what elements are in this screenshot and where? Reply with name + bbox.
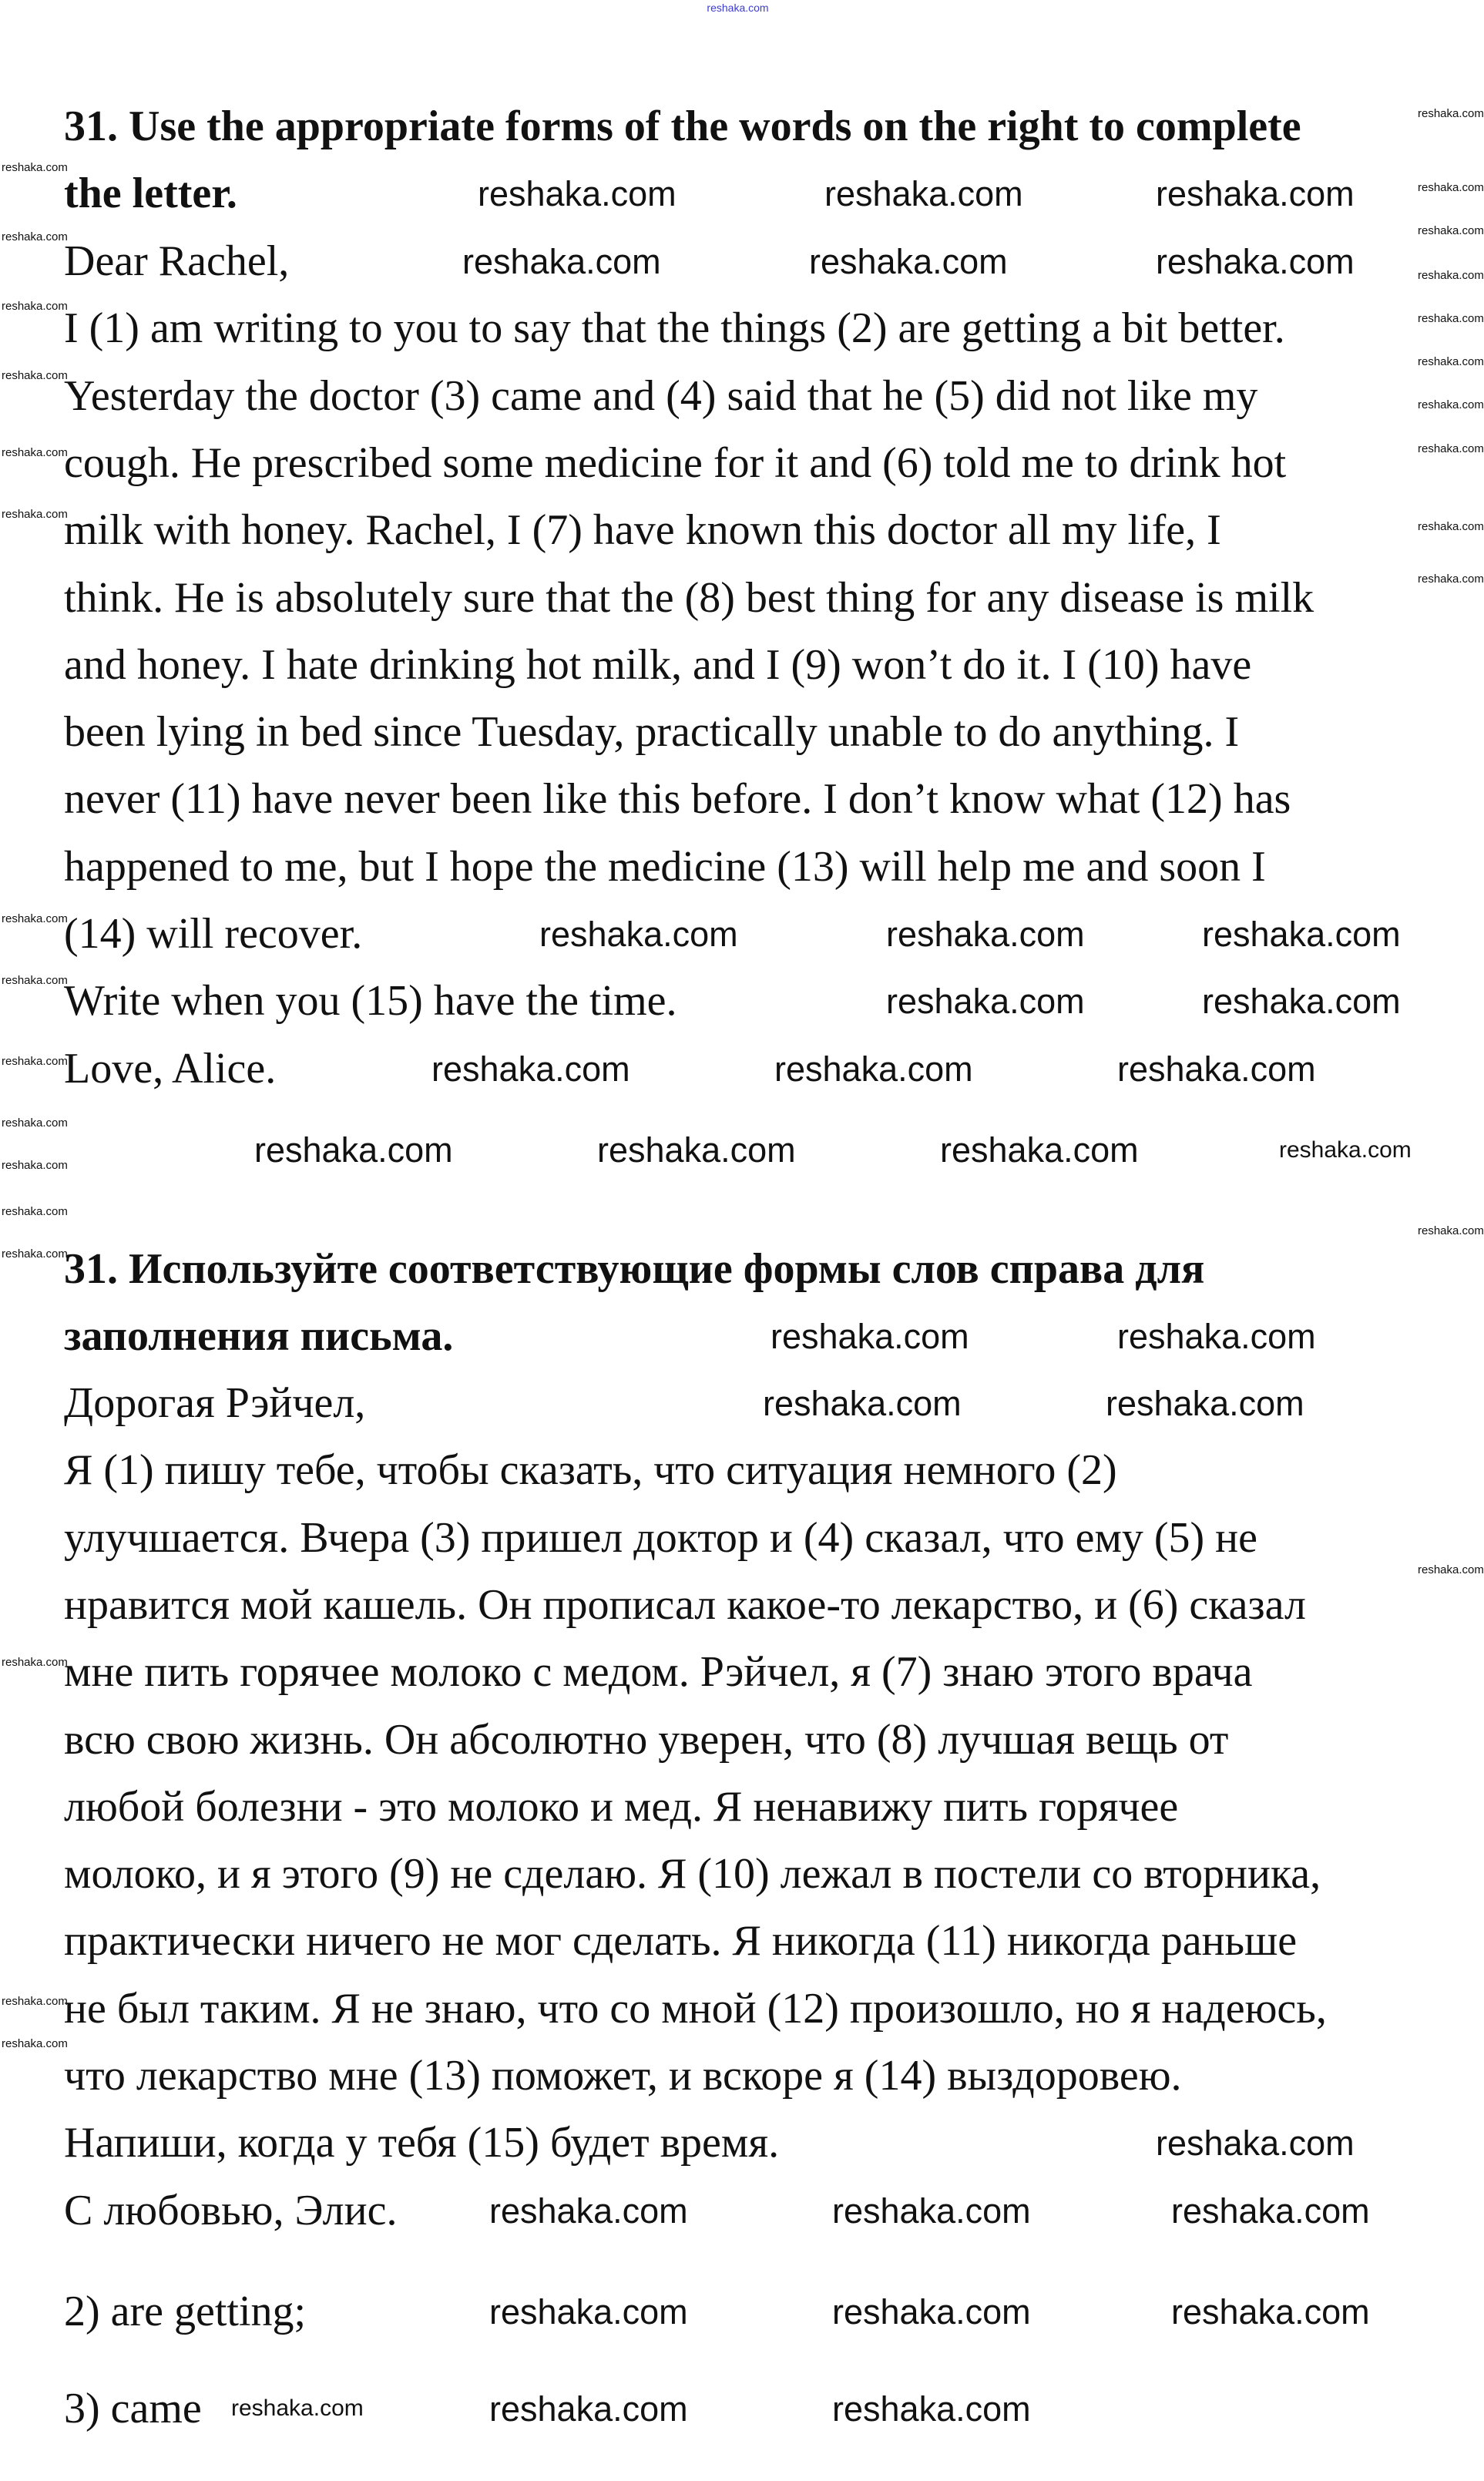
watermark: reshaka.com bbox=[1202, 982, 1401, 1021]
watermark: reshaka.com bbox=[431, 1049, 630, 1089]
watermark: reshaka.com bbox=[597, 1130, 796, 1170]
watermark: reshaka.com bbox=[1106, 1384, 1304, 1423]
english-title-line: the letter. bbox=[64, 170, 237, 217]
watermark: reshaka.com bbox=[489, 2389, 688, 2429]
russian-letter-line: улучшается. Вчера (3) пришел доктор и (4) сказал, что ему (5) не bbox=[64, 1513, 1257, 1562]
watermark: reshaka.com bbox=[1418, 312, 1484, 325]
watermark: reshaka.com bbox=[489, 2191, 688, 2231]
watermark: reshaka.com bbox=[2, 1995, 68, 2008]
russian-letter-line: что лекарство мне (13) поможет, и вскоре я (14) выздоровею. bbox=[64, 2052, 1182, 2100]
watermark: reshaka.com bbox=[2, 1205, 68, 1218]
watermark: reshaka.com bbox=[771, 1317, 969, 1356]
watermark: reshaka.com bbox=[2, 508, 68, 521]
english-title-line: 31. Use the appropriate forms of the words on the right to complete bbox=[64, 102, 1301, 150]
english-letter-line: Dear Rachel, bbox=[64, 237, 290, 285]
watermark: reshaka.com bbox=[2, 1159, 68, 1172]
watermark: reshaka.com bbox=[1117, 1049, 1316, 1089]
watermark: reshaka.com bbox=[1202, 915, 1401, 954]
watermark: reshaka.com bbox=[489, 2292, 688, 2332]
watermark: reshaka.com bbox=[231, 2395, 364, 2421]
watermark: reshaka.com bbox=[2, 230, 68, 243]
english-letter-line: Yesterday the doctor (3) came and (4) said that he (5) did not like my bbox=[64, 371, 1258, 420]
russian-title-line: 31. Используйте соответствующие формы слов справа для bbox=[64, 1245, 1205, 1293]
watermark: reshaka.com bbox=[1171, 2292, 1370, 2332]
watermark: reshaka.com bbox=[2, 446, 68, 459]
watermark: reshaka.com bbox=[1418, 442, 1484, 455]
watermark: reshaka.com bbox=[2, 161, 68, 174]
watermark: reshaka.com bbox=[832, 2292, 1031, 2332]
english-letter-line: Write when you (15) have the time. bbox=[64, 977, 677, 1026]
russian-letter-line: Напиши, когда у тебя (15) будет время. bbox=[64, 2119, 780, 2167]
watermark: reshaka.com bbox=[539, 915, 738, 954]
watermark: reshaka.com bbox=[2, 1116, 68, 1130]
watermark: reshaka.com bbox=[1418, 269, 1484, 282]
watermark: reshaka.com bbox=[1418, 1563, 1484, 1576]
watermark: reshaka.com bbox=[1418, 181, 1484, 194]
answer-3: 3) came bbox=[64, 2385, 202, 2432]
russian-title-line: заполнения письма. bbox=[64, 1312, 454, 1360]
russian-letter-line: молоко, и я этого (9) не сделаю. Я (10) лежал в постели со вторника, bbox=[64, 1850, 1321, 1899]
english-letter-line: happened to me, but I hope the medicine (13) will help me and soon I bbox=[64, 842, 1266, 891]
english-letter-line: and honey. I hate drinking hot milk, and I (9) won’t do it. I (10) have bbox=[64, 640, 1252, 689]
english-letter-line: been lying in bed since Tuesday, practically unable to do anything. I bbox=[64, 708, 1240, 757]
english-letter-line: I (1) am writing to you to say that the things (2) are getting a bit better. bbox=[64, 304, 1285, 353]
russian-letter-line: нравится мой кашель. Он прописал какое-то лекарство, и (6) сказал bbox=[64, 1580, 1306, 1629]
watermark: reshaka.com bbox=[1156, 2123, 1355, 2163]
watermark: reshaka.com bbox=[832, 2191, 1031, 2231]
watermark: reshaka.com bbox=[1156, 242, 1355, 281]
watermark: reshaka.com bbox=[832, 2389, 1031, 2429]
watermark: reshaka.com bbox=[2, 912, 68, 925]
watermark: reshaka.com bbox=[2, 1247, 68, 1261]
english-letter-line: never (11) have never been like this before. I don’t know what (12) has bbox=[64, 775, 1291, 824]
header-watermark: reshaka.com bbox=[707, 2, 769, 14]
watermark: reshaka.com bbox=[1156, 174, 1355, 213]
watermark: reshaka.com bbox=[763, 1384, 962, 1423]
watermark: reshaka.com bbox=[1418, 1224, 1484, 1237]
watermark: reshaka.com bbox=[886, 915, 1085, 954]
watermark: reshaka.com bbox=[462, 242, 661, 281]
answer-2: 2) are getting; bbox=[64, 2288, 307, 2335]
watermark: reshaka.com bbox=[2, 974, 68, 987]
watermark: reshaka.com bbox=[1418, 355, 1484, 368]
watermark: reshaka.com bbox=[1279, 1137, 1412, 1163]
watermark: reshaka.com bbox=[824, 174, 1023, 213]
watermark: reshaka.com bbox=[886, 982, 1085, 1021]
russian-letter-line: мне пить горячее молоко с медом. Рэйчел, я (7) знаю этого врача bbox=[64, 1648, 1253, 1697]
watermark: reshaka.com bbox=[1418, 107, 1484, 120]
watermark: reshaka.com bbox=[809, 242, 1008, 281]
watermark: reshaka.com bbox=[1418, 572, 1484, 586]
english-letter-line: (14) will recover. bbox=[64, 910, 363, 958]
english-letter-line: think. He is absolutely sure that the (8) best thing for any disease is milk bbox=[64, 573, 1314, 622]
watermark: reshaka.com bbox=[254, 1130, 453, 1170]
watermark: reshaka.com bbox=[940, 1130, 1139, 1170]
russian-letter-line: практически ничего не мог сделать. Я никогда (11) никогда раньше bbox=[64, 1917, 1298, 1966]
watermark: reshaka.com bbox=[2, 300, 68, 313]
watermark: reshaka.com bbox=[2, 1656, 68, 1669]
watermark: reshaka.com bbox=[774, 1049, 973, 1089]
watermark: reshaka.com bbox=[478, 174, 677, 213]
watermark: reshaka.com bbox=[1171, 2191, 1370, 2231]
english-letter-line: milk with honey. Rachel, I (7) have known this doctor all my life, I bbox=[64, 506, 1221, 555]
english-letter-line: cough. He prescribed some medicine for it and (6) told me to drink hot bbox=[64, 438, 1287, 487]
russian-letter-line: не был таким. Я не знаю, что со мной (12) произошло, но я надеюсь, bbox=[64, 1984, 1327, 2033]
watermark: reshaka.com bbox=[2, 369, 68, 382]
watermark: reshaka.com bbox=[1117, 1317, 1316, 1356]
russian-letter-line: любой болезни - это молоко и мед. Я ненавижу пить горячее bbox=[64, 1782, 1179, 1831]
watermark: reshaka.com bbox=[2, 2037, 68, 2050]
russian-letter-line: всю свою жизнь. Он абсолютно уверен, что (8) лучшая вещь от bbox=[64, 1715, 1229, 1764]
watermark: reshaka.com bbox=[1418, 398, 1484, 411]
russian-letter-line: С любовью, Элис. bbox=[64, 2186, 398, 2234]
english-letter-line: Love, Alice. bbox=[64, 1044, 277, 1093]
russian-letter-line: Дорогая Рэйчел, bbox=[64, 1379, 366, 1427]
watermark: reshaka.com bbox=[1418, 520, 1484, 533]
russian-letter-line: Я (1) пишу тебе, чтобы сказать, что ситуация немного (2) bbox=[64, 1446, 1117, 1495]
watermark: reshaka.com bbox=[1418, 224, 1484, 237]
watermark: reshaka.com bbox=[2, 1055, 68, 1068]
